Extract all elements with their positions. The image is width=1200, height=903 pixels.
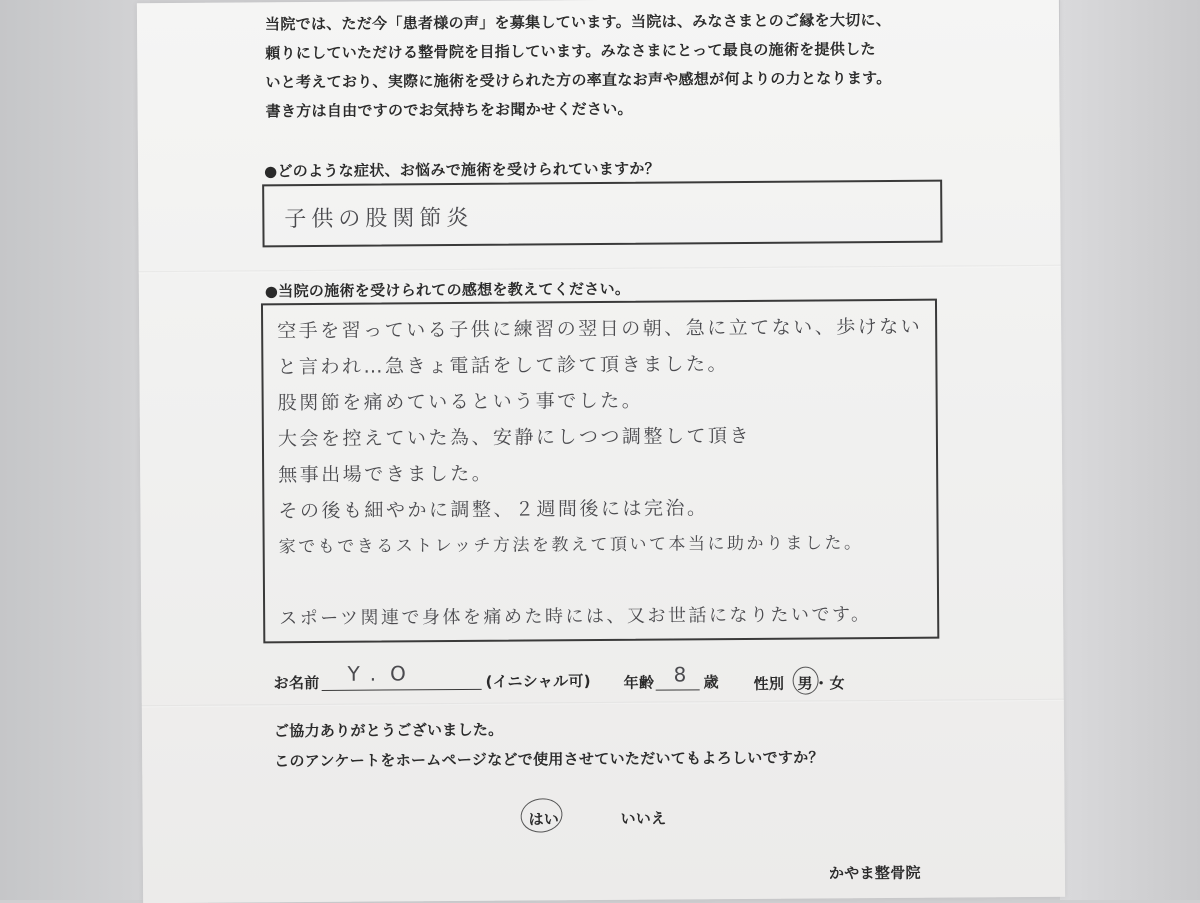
answer-line: スポーツ関連で身体を痛めた時には、又お世話になりたいです。 [279, 604, 872, 630]
intro-text [265, 6, 892, 126]
age-underline [656, 689, 700, 690]
impression-answer-box[interactable] [261, 299, 939, 644]
age-value[interactable]: 8 [673, 662, 689, 687]
paper-fold [142, 699, 1064, 707]
option-yes[interactable]: はい [528, 810, 560, 829]
gender-separator: ・ [813, 674, 830, 693]
paper-fold [139, 265, 1061, 273]
gender-label: 性別 [753, 674, 785, 693]
survey-sheet [137, 0, 1065, 903]
clinic-name: かやま整骨院 [828, 863, 921, 883]
intro-line: 頼りにしていただける整骨院を目指しています。みなさまにとって最良の施術を提供した [265, 40, 876, 63]
gender-option-female[interactable]: 女 [829, 674, 846, 693]
thanks-text: ご協力ありがとうございました。 [273, 720, 504, 741]
answer-line: 股関節を痛めているという事でした。 [277, 389, 644, 415]
question-impression-label: ●当院の施術を受けられての感想を教えてください。 [264, 279, 631, 301]
age-label: 年齢 [623, 673, 655, 692]
symptom-answer: 子供の股関節炎 [284, 205, 474, 233]
background-right [1060, 0, 1200, 900]
impression-answer [277, 309, 924, 637]
age-unit: 歳 [703, 673, 719, 692]
intro-line: 書き方は自由ですのでお気持ちをお聞かせください。 [265, 99, 633, 121]
intro-line: いと考えており、実際に施術を受けられた方の率直なお声や感想が何よりの力となります。 [265, 68, 892, 92]
answer-line: 空手を習っている子供に練習の翌日の朝、急に立てない、歩けない [277, 315, 923, 343]
initial-note: (イニシャル可) [485, 672, 591, 691]
gender-option-male[interactable]: 男 [797, 674, 814, 693]
answer-line [279, 561, 924, 602]
answer-line: 家でもできるストレッチ方法を教えて頂いて本当に助かりました。 [278, 533, 864, 558]
answer-line: 大会を控えていた為、安静にしつつ調整して頂き [277, 424, 751, 451]
name-label: お名前 [273, 673, 320, 693]
background-left [0, 0, 150, 900]
intro-line: 当院では、ただ今「患者様の声」を募集しています。当院は、みなさまとのご縁を大切に、 [264, 10, 892, 34]
usage-question: このアンケートをホームページなどで使用させていただいてもよろしいですか？ [274, 748, 824, 771]
yes-selected-circle [518, 796, 565, 836]
symptom-answer-box[interactable] [262, 180, 942, 248]
option-no[interactable]: いいえ [620, 809, 667, 828]
answer-line: と言われ…急きょ電話をして診て頂きました。 [277, 353, 729, 379]
name-value[interactable]: Y.O [347, 661, 420, 686]
question-symptom-label: ●どのような症状、お悩みで施術を受けられていますか？ [263, 159, 661, 181]
name-underline [322, 689, 482, 691]
answer-line: 無事出場できました。 [278, 462, 494, 487]
answer-line: その後も細やかに調整、２週間後には完治。 [278, 497, 709, 523]
